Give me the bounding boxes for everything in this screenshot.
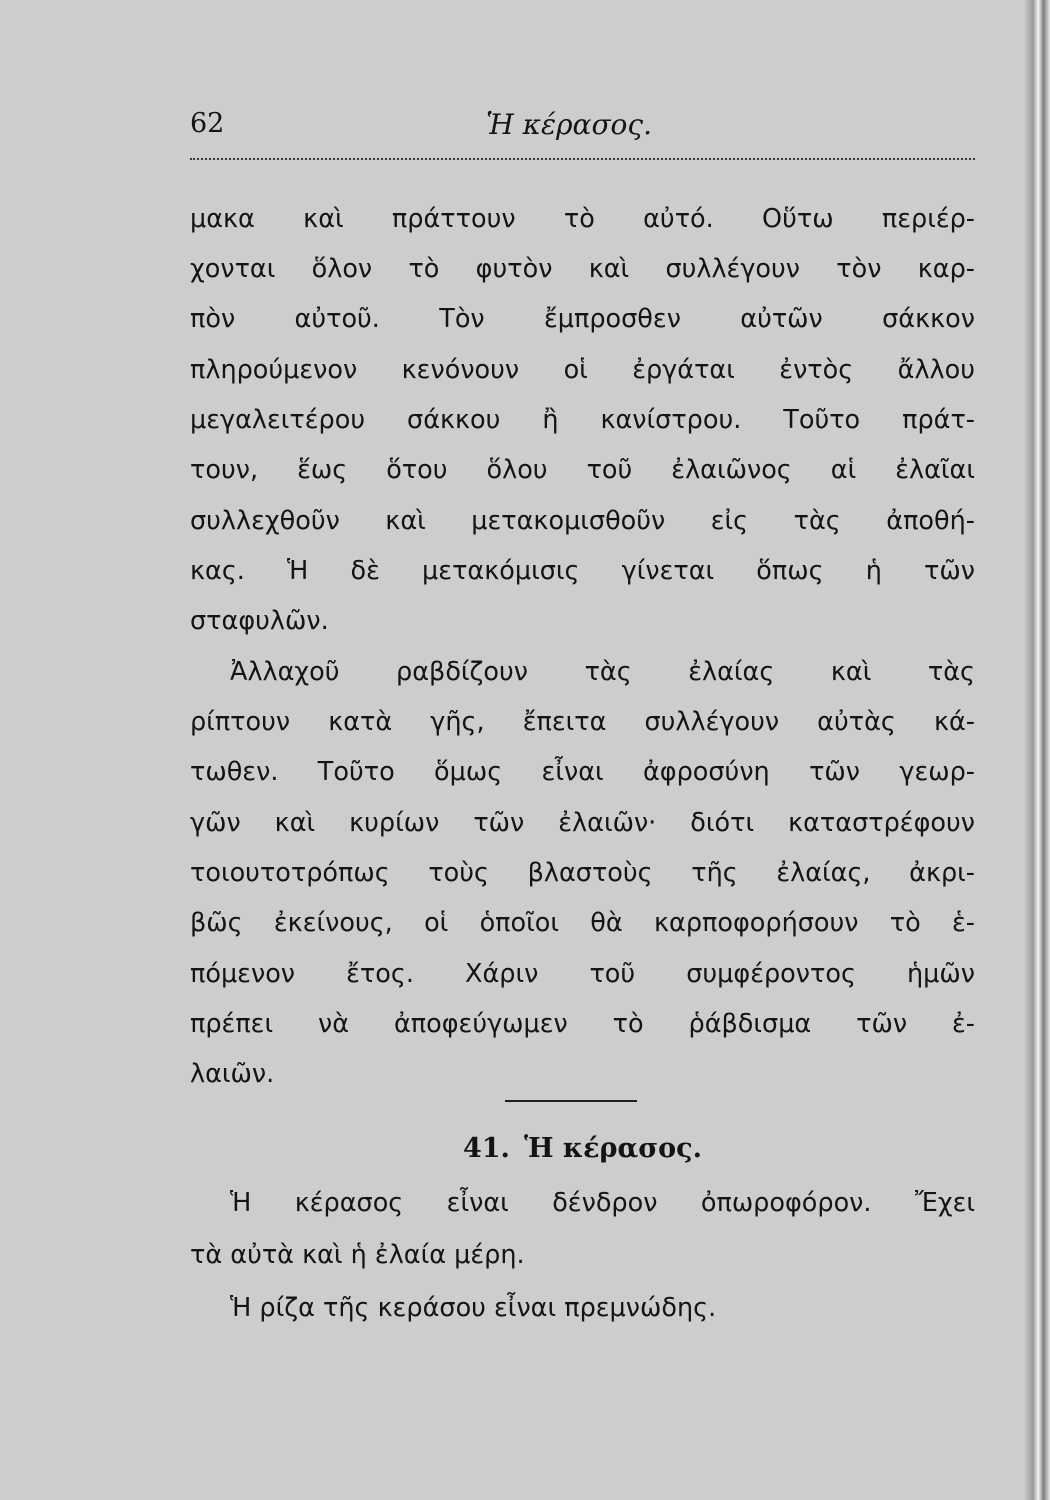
header-dotted-rule: [190, 158, 975, 160]
text-line: πληρούμενον κενόνουν οἱ ἐργάται ἐντὸς ἄλλου: [190, 355, 975, 385]
text-line: τουν, ἕως ὅτου ὅλου τοῦ ἐλαιῶνος αἱ ἐλαῖαι: [190, 455, 975, 485]
text-line: τωθεν. Τοῦτο ὅμως εἶναι ἀφροσύνη τῶν γεωρ-: [190, 757, 975, 787]
section-title: Ἡ κέρασος.: [523, 1133, 703, 1164]
text-line: σταφυλῶν.: [190, 606, 329, 636]
paragraph-first-line: Ἡ ρίζα τῆς κεράσου εἶναι πρεμνώδης.: [230, 1293, 717, 1323]
running-title: Ἡ κέρασος.: [486, 108, 652, 141]
section-separator-rule: [505, 1100, 637, 1102]
text-line: μακα καὶ πράττουν τὸ αὐτό. Οὕτω περιέρ-: [190, 204, 975, 234]
text-line: λαιῶν.: [190, 1059, 275, 1089]
paragraph-first-line: Ἀλλαχοῦ ραβδίζουν τὰς ἐλαίας καὶ τὰς: [230, 657, 975, 687]
paragraph-first-line: Ἡ κέρασος εἶναι δένδρον ὀπωροφόρον. Ἔχει: [230, 1188, 975, 1218]
text-line: συλλεχθοῦν καὶ μετακομισθοῦν εἰς τὰς ἀποθή-: [190, 506, 975, 536]
text-line: βῶς ἐκείνους, οἱ ὁποῖοι θὰ καρποφορήσουν τὸ ἑ-: [190, 908, 975, 938]
page-number: 62: [190, 108, 225, 139]
text-line: μεγαλειτέρου σάκκου ἢ κανίστρου. Τοῦτο πράτ-: [190, 405, 975, 435]
section-number: 41.: [462, 1133, 510, 1164]
text-line: γῶν καὶ κυρίων τῶν ἐλαιῶν· διότι καταστρέφουν: [190, 808, 975, 838]
text-line: τὰ αὐτὰ καὶ ἡ ἐλαία μέρη.: [190, 1240, 525, 1270]
text-line: ρίπτουν κατὰ γῆς, ἔπειτα συλλέγουν αὐτὰς κά-: [190, 707, 975, 737]
text-line: τοιουτοτρόπως τοὺς βλαστοὺς τῆς ἐλαίας, ἀκρι-: [190, 858, 975, 888]
text-line: πὸν αὐτοῦ. Τὸν ἔμπροσθεν αὐτῶν σάκκον: [190, 304, 975, 334]
section-heading: [190, 1129, 975, 1169]
text-line: πρέπει νὰ ἀποφεύγωμεν τὸ ῥάβδισμα τῶν ἐ-: [190, 1009, 975, 1039]
text-line: χονται ὅλον τὸ φυτὸν καὶ συλλέγουν τὸν καρ-: [190, 254, 975, 284]
text-line: κας. Ἡ δὲ μετακόμισις γίνεται ὅπως ἡ τῶν: [190, 556, 975, 586]
text-line: πόμενον ἔτος. Χάριν τοῦ συμφέροντος ἡμῶν: [190, 959, 975, 989]
page-header: [190, 108, 975, 152]
page-binding-edge: [1024, 0, 1050, 1500]
